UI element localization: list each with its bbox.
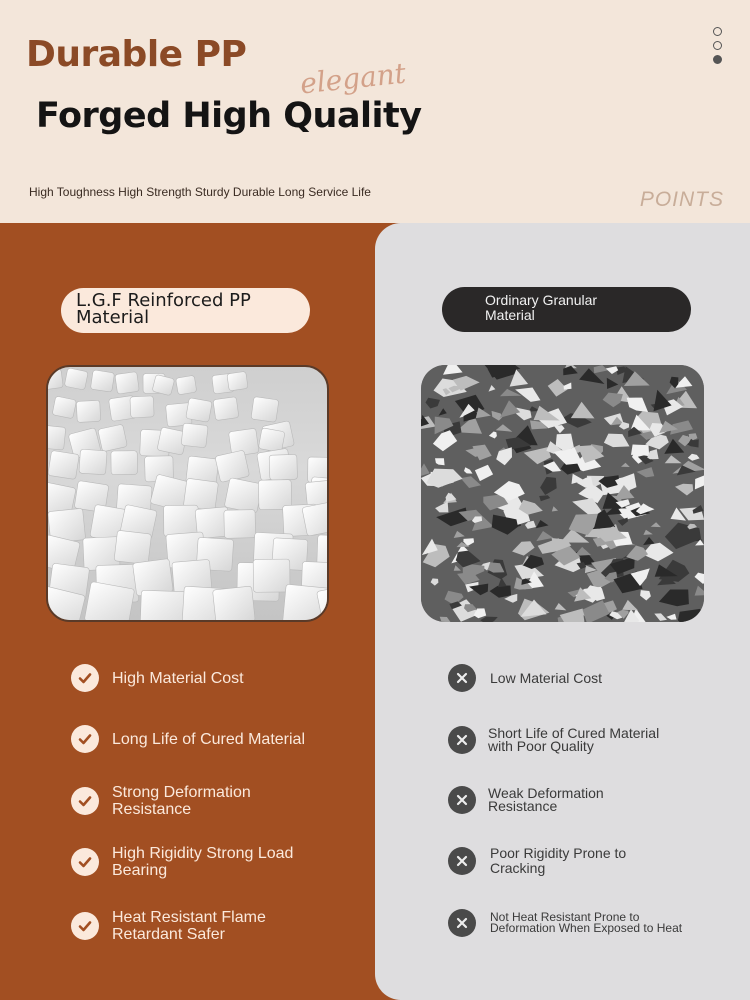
cross-icon bbox=[448, 786, 476, 814]
page-dot-active[interactable] bbox=[713, 55, 722, 64]
pellet-shape bbox=[76, 400, 100, 422]
pellet-shape bbox=[48, 450, 79, 479]
pellet-shape bbox=[140, 590, 186, 622]
pellet-shape bbox=[213, 397, 239, 421]
pellet-shape bbox=[130, 396, 154, 418]
pellet-shape bbox=[186, 398, 213, 423]
check-icon bbox=[71, 787, 99, 815]
feature-text: Weak Deformation Resistance bbox=[488, 785, 604, 814]
cross-icon bbox=[448, 847, 476, 875]
feature-row bbox=[448, 909, 682, 937]
script-word: elegant bbox=[298, 56, 408, 101]
pellet-shape bbox=[224, 478, 262, 514]
pellet-shape bbox=[111, 451, 138, 475]
feature-row bbox=[71, 784, 251, 818]
pellet-shape bbox=[52, 396, 76, 419]
headline: Forged High Quality bbox=[36, 96, 422, 136]
header-banner bbox=[0, 0, 750, 223]
check-icon bbox=[71, 725, 99, 753]
pellet-shape bbox=[181, 423, 208, 448]
white-pellets-illustration bbox=[48, 367, 329, 622]
feature-text: High Rigidity Strong Load Bearing bbox=[112, 845, 294, 879]
feature-row bbox=[71, 909, 266, 943]
mixed-granules-photo bbox=[421, 365, 704, 622]
feature-row bbox=[448, 664, 602, 692]
check-icon bbox=[71, 912, 99, 940]
pellet-shape bbox=[215, 450, 250, 483]
feature-text: Long Life of Cured Material bbox=[112, 730, 305, 748]
cross-icon bbox=[448, 726, 476, 754]
pellet-shape bbox=[114, 530, 151, 564]
pellet-shape bbox=[79, 449, 107, 475]
feature-row bbox=[71, 664, 244, 692]
pellet-shape bbox=[115, 372, 139, 395]
pill-line: Material bbox=[485, 307, 535, 323]
pellet-shape bbox=[98, 424, 128, 452]
feature-text: Strong Deformation Resistance bbox=[112, 784, 251, 818]
subtitle: High Toughness High Strength Sturdy Durable Long Service Life bbox=[29, 185, 371, 199]
feature-row bbox=[71, 725, 305, 753]
mixed-granules-illustration bbox=[421, 365, 704, 622]
granule-shape bbox=[631, 445, 649, 457]
pill-line: Material bbox=[76, 307, 150, 328]
feature-text: Poor Rigidity Prone to Cracking bbox=[490, 845, 627, 876]
page-dots[interactable] bbox=[713, 27, 723, 69]
white-pellets-photo bbox=[46, 365, 329, 622]
pellet-shape bbox=[227, 371, 248, 391]
page-dot[interactable] bbox=[713, 41, 722, 50]
feature-row bbox=[71, 845, 293, 879]
pellet-shape bbox=[251, 397, 279, 423]
pill-line: L.G.F Reinforced PP bbox=[76, 290, 251, 311]
pill-line: Ordinary Granular bbox=[485, 292, 598, 308]
feature-row bbox=[448, 846, 626, 876]
pellet-shape bbox=[269, 454, 297, 480]
pellet-shape bbox=[90, 370, 114, 392]
pellet-shape bbox=[258, 480, 291, 510]
cross-icon bbox=[448, 909, 476, 937]
feature-text: Heat Resistant Flame Retardant Safer bbox=[112, 909, 266, 943]
pellet-shape bbox=[164, 505, 199, 536]
pellet-shape bbox=[258, 428, 285, 453]
check-icon bbox=[71, 848, 99, 876]
points-label: POINTS bbox=[639, 188, 724, 211]
cross-icon bbox=[448, 664, 476, 692]
pellet-shape bbox=[213, 586, 256, 622]
feature-text: Low Material Cost bbox=[490, 669, 603, 686]
feature-text: Not Heat Resistant Prone to Deformation When Exposed to Heat bbox=[490, 910, 683, 935]
pellet-shape bbox=[224, 510, 256, 539]
reinforced-label-pill bbox=[61, 288, 310, 333]
brand-title: Durable PP bbox=[26, 34, 247, 75]
page-dot[interactable] bbox=[713, 27, 722, 36]
pellet-shape bbox=[48, 425, 66, 450]
feature-text: High Material Cost bbox=[112, 669, 244, 687]
pellet-shape bbox=[253, 559, 290, 592]
ordinary-label-pill bbox=[442, 287, 691, 332]
feature-text: Short Life of Cured Material with Poor Quality bbox=[488, 725, 660, 754]
feature-row bbox=[448, 726, 659, 754]
pellet-shape bbox=[176, 375, 197, 395]
feature-row bbox=[448, 786, 604, 814]
pellet-shape bbox=[64, 368, 88, 390]
check-icon bbox=[71, 664, 99, 692]
